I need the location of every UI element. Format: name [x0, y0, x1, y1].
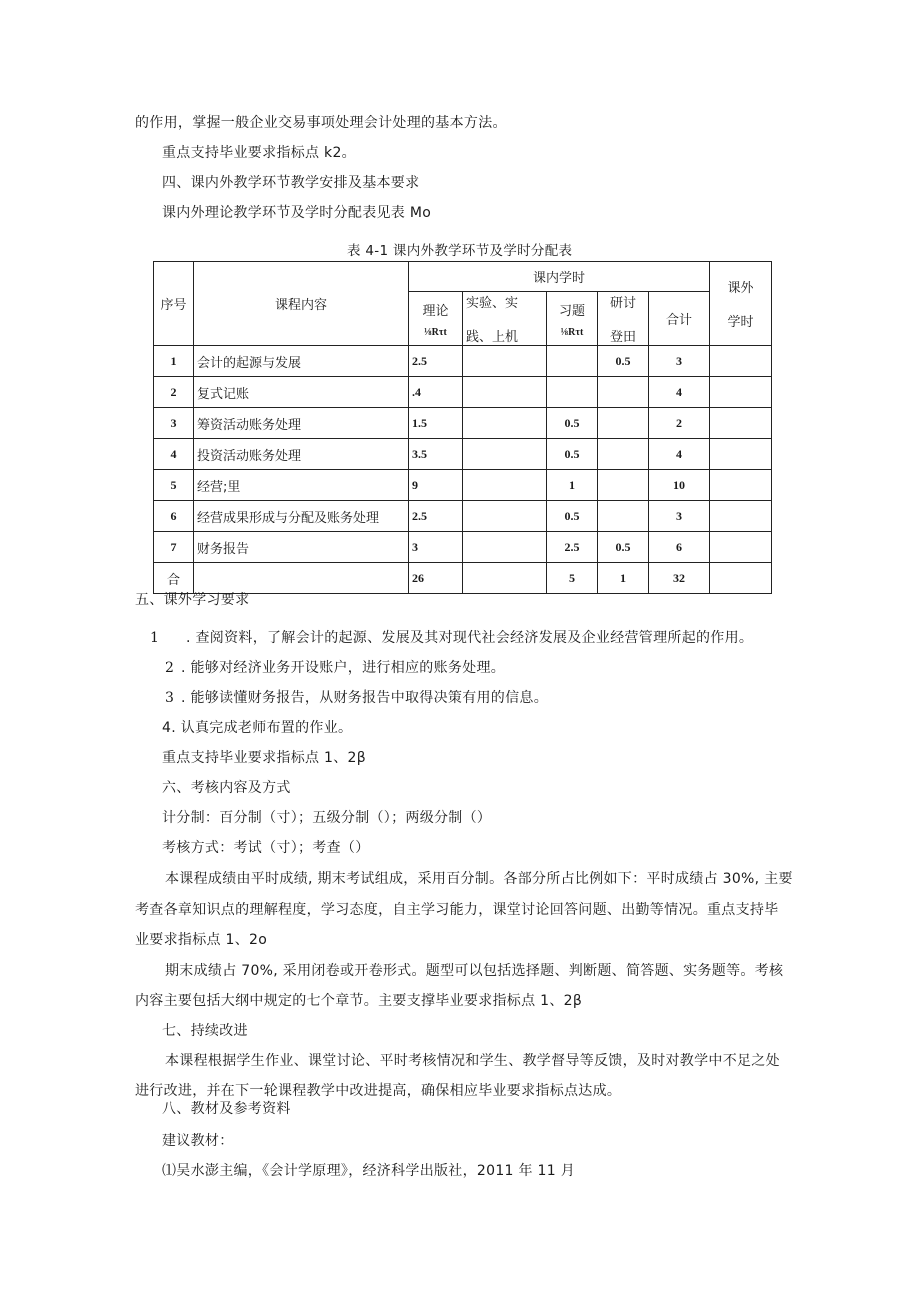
row-seminar: [598, 408, 649, 439]
header-out-class-line-1: 课外: [727, 281, 754, 296]
final-exam-line-1: 期末成绩占 70%, 采用闭卷或开卷形式。题型可以包括选择题、判断题、简答题、实务题等。考核: [165, 963, 784, 979]
header-practice-line-1: 实验、实: [466, 296, 519, 311]
sum-exercise: 5: [547, 563, 598, 594]
row-number: 6: [154, 501, 194, 532]
table-row: [154, 408, 772, 439]
row-total: 4: [649, 377, 710, 408]
row-number: 4: [154, 439, 194, 470]
list-item-2-text: . 能够对经济业务开设账户，进行相应的账务处理。: [181, 660, 506, 676]
row-practice: [463, 501, 547, 532]
header-content: 课程内容: [194, 262, 409, 346]
intro-line-1: 的作用，掌握一般企业交易事项处理会计处理的基本方法。: [135, 115, 507, 131]
section-5-support-point: 重点支持毕业要求指标点 1、2β: [162, 750, 366, 766]
row-exercise: 0.5: [547, 501, 598, 532]
header-practice-line-2: 践、上机: [466, 330, 519, 345]
row-practice: [463, 532, 547, 563]
header-practice: [463, 292, 547, 346]
section-5-heading: 五、课外学习要求: [135, 592, 250, 608]
row-theory: 9: [409, 470, 463, 501]
row-number: 3: [154, 408, 194, 439]
row-extra: [710, 377, 772, 408]
row-practice: [463, 439, 547, 470]
sum-total: 32: [649, 563, 710, 594]
row-practice: [463, 377, 547, 408]
row-total: 6: [649, 532, 710, 563]
row-extra: [710, 346, 772, 377]
row-content: 经营;里: [194, 470, 409, 501]
row-theory: .4: [409, 377, 463, 408]
header-theory-label: 理论: [422, 303, 449, 319]
section-6-heading: 六、考核内容及方式: [162, 780, 291, 796]
row-exercise: [547, 346, 598, 377]
header-out-class-hours: [710, 262, 772, 346]
row-content: 复式记账: [194, 377, 409, 408]
header-theory: [409, 292, 463, 346]
row-total: 2: [649, 408, 710, 439]
list-item-3-number: 3: [165, 690, 175, 706]
row-extra: [710, 532, 772, 563]
header-theory-sub: ⅛Rτt: [424, 326, 447, 338]
row-number: 2: [154, 377, 194, 408]
header-exercise: [547, 292, 598, 346]
header-out-class-line-2: 学时: [727, 315, 754, 330]
row-content: 会计的起源与发展: [194, 346, 409, 377]
header-seminar: [598, 292, 649, 346]
intro-support-point: 重点支持毕业要求指标点 k2。: [162, 145, 356, 161]
list-item-3-text: . 能够读懂财务报告，从财务报告中取得决策有用的信息。: [181, 690, 548, 706]
sum-theory: 26: [409, 563, 463, 594]
row-total: 3: [649, 346, 710, 377]
row-number: 5: [154, 470, 194, 501]
row-exercise: 1: [547, 470, 598, 501]
row-practice: [463, 470, 547, 501]
row-exercise: 2.5: [547, 532, 598, 563]
row-content: 筹资活动账务处理: [194, 408, 409, 439]
grading-system: 计分制：百分制（寸）；五级分制（）；两级分制（）: [162, 810, 492, 826]
table-row: [154, 501, 772, 532]
header-seminar-line-2: 登田: [609, 330, 636, 345]
row-theory: 3: [409, 532, 463, 563]
header-in-class-hours: 课内学时: [409, 262, 710, 292]
row-number: 7: [154, 532, 194, 563]
grade-composition-line-3: 业要求指标点 1、2o: [135, 932, 268, 948]
row-seminar: [598, 501, 649, 532]
table-caption: 表 4-1 课内外教学环节及学时分配表: [347, 243, 573, 259]
table-row: [154, 346, 772, 377]
row-seminar: 0.5: [598, 532, 649, 563]
row-theory: 2.5: [409, 346, 463, 377]
sum-seminar: 1: [598, 563, 649, 594]
section-7-heading: 七、持续改进: [162, 1023, 248, 1039]
textbook-label: 建议教材：: [162, 1133, 234, 1149]
row-theory: 1.5: [409, 408, 463, 439]
row-seminar: [598, 470, 649, 501]
row-exercise: [547, 377, 598, 408]
list-item-2-number: 2: [165, 660, 175, 676]
improvement-line-1: 本课程根据学生作业、课堂讨论、平时考核情况和学生、教学督导等反馈，及时对教学中不足之处: [165, 1053, 780, 1069]
row-content: 经营成果形成与分配及账务处理: [194, 501, 409, 532]
row-theory: 3.5: [409, 439, 463, 470]
hours-allocation-table: [153, 261, 772, 594]
row-content: 投资活动账务处理: [194, 439, 409, 470]
list-item-1-text: . 查阅资料，了解会计的起源、发展及其对现代社会经济发展及企业经营管理所起的作用。: [186, 630, 754, 646]
row-exercise: 0.5: [547, 408, 598, 439]
row-seminar: [598, 439, 649, 470]
section-8-heading: 八、教材及参考资料: [162, 1101, 291, 1117]
section-4-description: 课内外理论教学环节及学时分配表见表 Mo: [162, 205, 432, 221]
sum-content: [194, 563, 409, 594]
row-seminar: [598, 377, 649, 408]
header-seq: 序号: [154, 262, 194, 346]
header-exercise-label: 习题: [558, 303, 585, 319]
improvement-line-2: 进行改进，并在下一轮课程教学中改进提高，确保相应毕业要求指标点达成。: [135, 1083, 622, 1099]
grade-composition-line-1: 本课程成绩由平时成绩, 期末考试组成，采用百分制。各部分所占比例如下：平时成绩占 30%, 主要: [165, 871, 793, 887]
row-number: 1: [154, 346, 194, 377]
row-total: 10: [649, 470, 710, 501]
row-seminar: 0.5: [598, 346, 649, 377]
section-4-heading: 四、课内外教学环节教学安排及基本要求: [162, 175, 420, 191]
row-exercise: 0.5: [547, 439, 598, 470]
row-theory: 2.5: [409, 501, 463, 532]
row-extra: [710, 470, 772, 501]
list-item-1-number: 1: [150, 630, 160, 646]
grade-composition-line-2: 考查各章知识点的理解程度，学习态度，自主学习能力，课堂讨论回答问题、出勤等情况。重点支持毕: [135, 902, 779, 918]
header-seminar-line-1: 研讨: [609, 296, 636, 311]
final-exam-line-2: 内容主要包括大纲中规定的七个章节。主要支撑毕业要求指标点 1、2β: [135, 993, 583, 1009]
list-item-4: 4. 认真完成老师布置的作业。: [162, 720, 353, 736]
row-extra: [710, 439, 772, 470]
sum-extra: [710, 563, 772, 594]
row-extra: [710, 408, 772, 439]
table-row: [154, 439, 772, 470]
header-total: 合计: [649, 292, 710, 346]
assessment-method: 考核方式：考试（寸）；考查（）: [162, 840, 370, 856]
table-row: [154, 532, 772, 563]
row-total: 3: [649, 501, 710, 532]
table-row: [154, 470, 772, 501]
textbook-1: ⑴吴水澎主编，《会计学原理》，经济科学出版社，2011 年 11 月: [162, 1163, 575, 1179]
row-content: 财务报告: [194, 532, 409, 563]
header-exercise-sub: ⅛Rτt: [560, 326, 584, 338]
row-practice: [463, 408, 547, 439]
row-total: 4: [649, 439, 710, 470]
row-practice: [463, 346, 547, 377]
sum-label: 合: [154, 563, 194, 594]
row-extra: [710, 501, 772, 532]
sum-practice: [463, 563, 547, 594]
table-row: [154, 377, 772, 408]
table-sum-row: [154, 563, 772, 594]
